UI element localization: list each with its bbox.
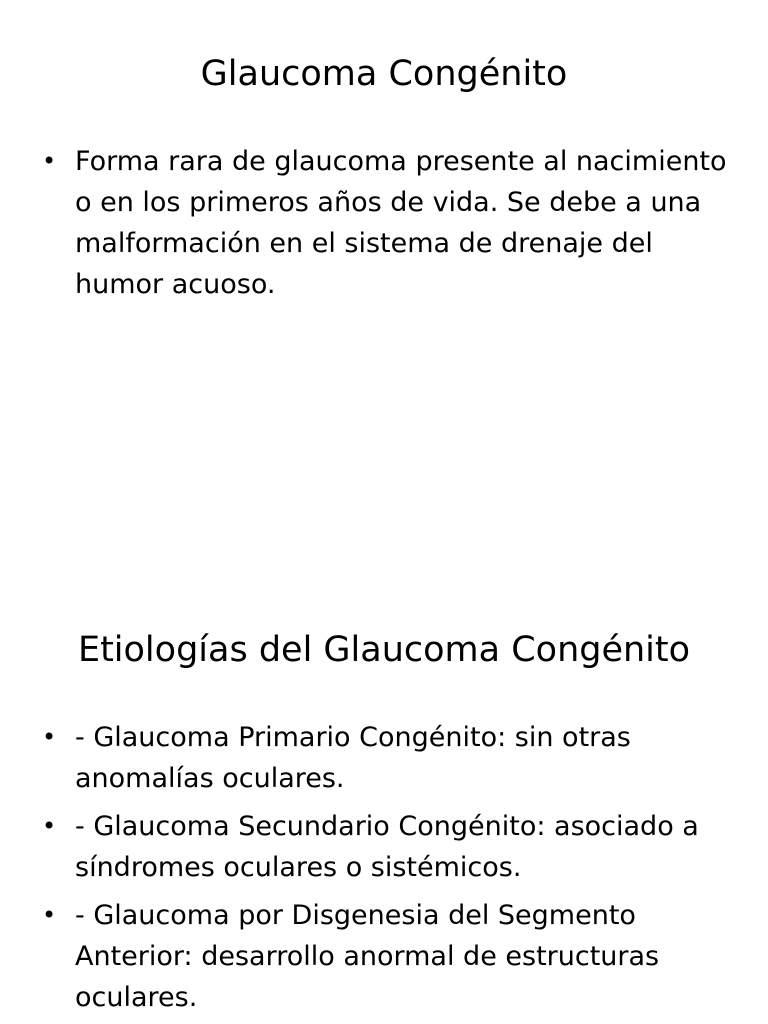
bullet-list [42, 141, 732, 312]
bullet-list [42, 717, 732, 1024]
slide-title: Glaucoma Congénito [200, 54, 568, 94]
bullet-text: - Glaucoma Primario Congénito: sin otras anomalías oculares. [75, 722, 631, 794]
bullet-item [42, 806, 732, 888]
slide-etiologias [0, 512, 768, 1024]
bullet-item [42, 717, 732, 799]
bullet-item [42, 895, 732, 1018]
bullet-dot-icon: • [42, 812, 57, 840]
bullet-item [42, 141, 732, 305]
slide-title: Etiologías del Glaucoma Congénito [77, 630, 691, 670]
bullet-dot-icon: • [42, 901, 57, 929]
bullet-text: - Glaucoma por Disgenesia del Segmento Anterior: desarrollo anormal de estructuras oculares. [75, 900, 660, 1013]
bullet-text: - Glaucoma Secundario Congénito: asociado a síndromes oculares o sistémicos. [75, 811, 699, 883]
bullet-dot-icon: • [42, 723, 57, 751]
bullet-dot-icon: • [42, 147, 57, 175]
bullet-text: Forma rara de glaucoma presente al nacimiento o en los primeros años de vida. Se debe a una malformación en el sistema de drenaje del humor acuoso. [75, 146, 727, 300]
